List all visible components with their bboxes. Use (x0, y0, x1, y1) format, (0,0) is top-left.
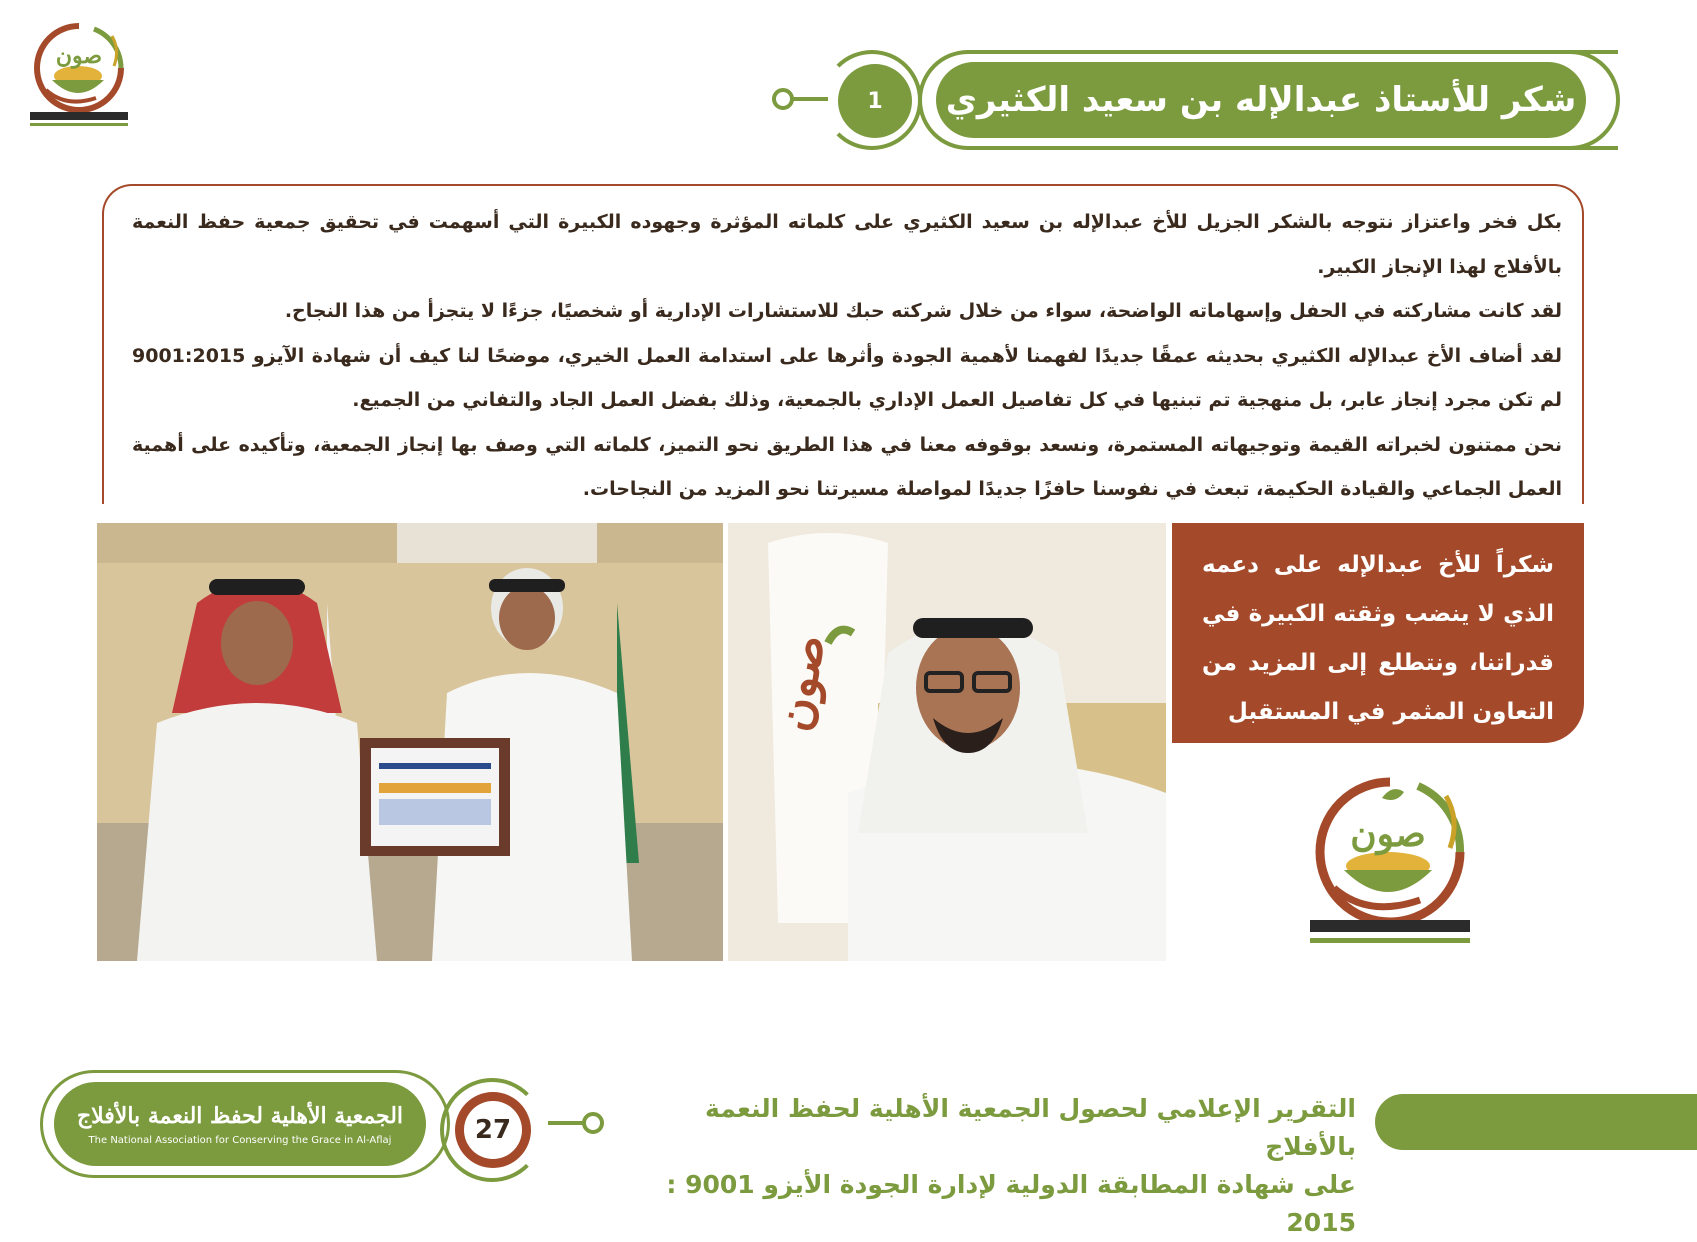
page-number-badge (455, 1092, 531, 1168)
paragraph: لقد كانت مشاركته في الحفل وإسهاماته الواضحة، سواء من خلال شركته حبك للاستشارات الإدارية أو شخصيًا، جزءًا لا يتجزأ من هذا النجاح. (284, 300, 1562, 322)
svg-text:صون: صون (765, 630, 836, 735)
page-title-pill (936, 62, 1586, 138)
footer-association-name-en: The National Association for Conserving the Grace in Al-Aflaj (88, 1134, 392, 1146)
quote-box (1172, 523, 1584, 743)
photo-certificate-handover (97, 523, 723, 961)
paragraph: لقد أضاف الأخ عبدالإله الكثيري بحديثه عمقًا جديدًا لفهمنا لأهمية الجودة وأثرها على استدامة العمل الخيري، موضحًا لنا كيف أن شهادة الآيزو 9001:2015 لم تكن مجرد إنجاز عابر، بل منهجية تم تبنيها في كل تفاصيل العمل الإداري بالجمعية، وذلك بفضل العمل الجاد والتفاني من الجميع. (132, 344, 1562, 411)
page-number-inner (464, 1101, 522, 1159)
page-title: شكر للأستاذ عبدالإله بن سعيد الكثيري (945, 80, 1577, 120)
section-number-badge (838, 64, 912, 138)
association-logo-small (24, 18, 134, 133)
page-number: 27 (474, 1115, 512, 1145)
footer-title-line2: على شهادة المطابقة الدولية لإدارة الجودة الأيزو 9001 : 2015 (666, 1170, 1356, 1237)
footer-report-title (610, 1090, 1356, 1242)
section-number: 1 (867, 88, 883, 114)
footer-association-badge (54, 1082, 426, 1166)
header-connector-line (788, 97, 828, 101)
footer-connector-line (548, 1121, 586, 1125)
header-connector-dot (772, 88, 794, 110)
footer-connector-dot (582, 1112, 604, 1134)
quote-text: شكراً للأخ عبدالإله على دعمه الذي لا ينضب وثقته الكبيرة في قدراتنا، ونتطلع إلى المزيد من التعاون المثمر في المستقبل (1202, 552, 1554, 725)
body-text (132, 200, 1562, 512)
footer-accent-bar (1375, 1094, 1697, 1150)
svg-text:صون: صون (1350, 813, 1426, 855)
footer-association-name-ar: الجمعية الأهلية لحفظ النعمة بالأفلاج (76, 1102, 404, 1129)
paragraph: نحن ممتنون لخبراته القيمة وتوجيهاته المستمرة، ونسعد بوقوفه معنا في هذا الطريق نحو التميز، كلماته التي وصف بها إنجاز الجمعية، وتأكيده على أهمية العمل الجماعي والقيادة الحكيمة، تبعث في نفوسنا حافزًا جديدًا لمواصلة مسيرتنا نحو المزيد من النجاحات. (132, 433, 1562, 500)
association-logo-large (1300, 770, 1480, 960)
photo-portrait (728, 523, 1166, 961)
paragraph: بكل فخر واعتزاز نتوجه بالشكر الجزيل للأخ عبدالإله بن سعيد الكثيري على كلماته المؤثرة وجهوده الكبيرة التي أسهمت في تحقيق جمعية حفظ النعمة بالأفلاج لهذا الإنجاز الكبير. (132, 211, 1562, 278)
svg-text:صون: صون (55, 43, 103, 69)
footer-title-line1: التقرير الإعلامي لحصول الجمعية الأهلية لحفظ النعمة بالأفلاج (705, 1094, 1356, 1161)
